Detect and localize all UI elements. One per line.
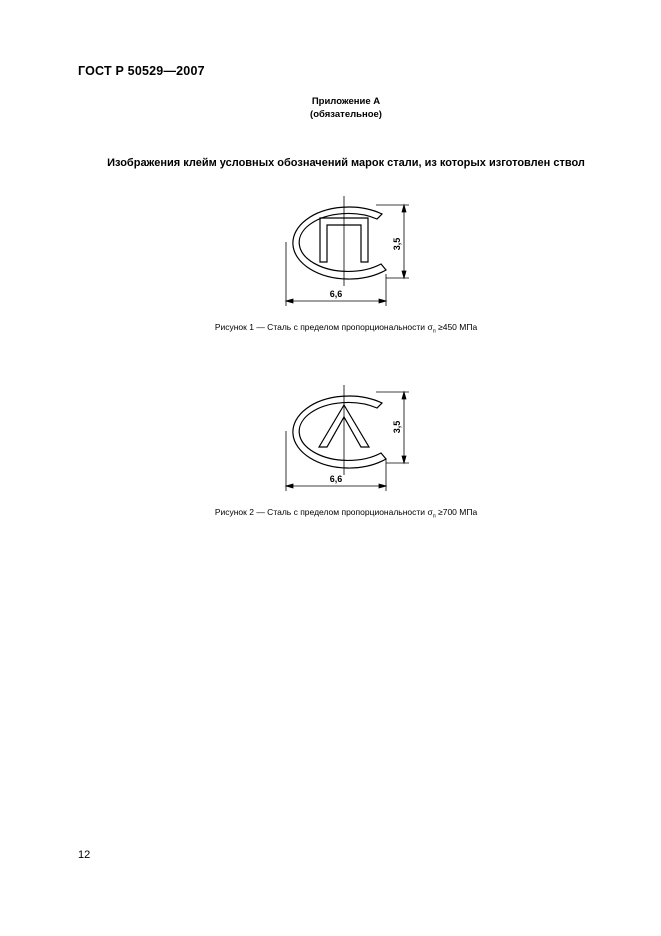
figure-2-height-label: 3,5 <box>392 420 402 434</box>
figure-1-width-label: 6,6 <box>329 289 343 299</box>
document-code: ГОСТ Р 50529—2007 <box>78 64 205 78</box>
figure-1-height-label: 3,5 <box>392 237 402 251</box>
figure-2-sigma-subscript: п <box>432 513 436 520</box>
figure-2-relation: ≥ <box>438 507 443 517</box>
figure-1-caption <box>0 322 661 335</box>
figure-1-relation: ≥ <box>438 322 443 332</box>
figure-2-sigma: σ <box>427 507 433 517</box>
annex-status: (обязательное) <box>310 109 382 120</box>
figure-2-value: 700 МПа <box>442 507 478 517</box>
figure-1-value: 450 МПа <box>442 322 478 332</box>
figure-1-stamp-drawing <box>260 192 420 312</box>
figure-1-caption-prefix: Рисунок 1 — Сталь с пределом пропорциональности <box>214 322 426 332</box>
figure-2-c-mark <box>293 396 386 468</box>
figure-2-caption-prefix: Рисунок 2 — Сталь с пределом пропорциональности <box>214 507 426 517</box>
figure-2-caption <box>0 507 661 520</box>
figure-2-width-label: 6,6 <box>329 474 343 484</box>
figure-1-sigma-subscript: п <box>432 328 436 335</box>
annex-block <box>0 95 661 121</box>
annex-title: Приложение А <box>311 96 381 107</box>
section-heading: Изображения клейм условных обозначений марок стали, из которых изготовлен ствол <box>107 157 585 169</box>
figure-1-sigma: σ <box>427 322 433 332</box>
page-number: 12 <box>78 849 91 861</box>
figure-2-stamp-drawing <box>260 381 420 501</box>
